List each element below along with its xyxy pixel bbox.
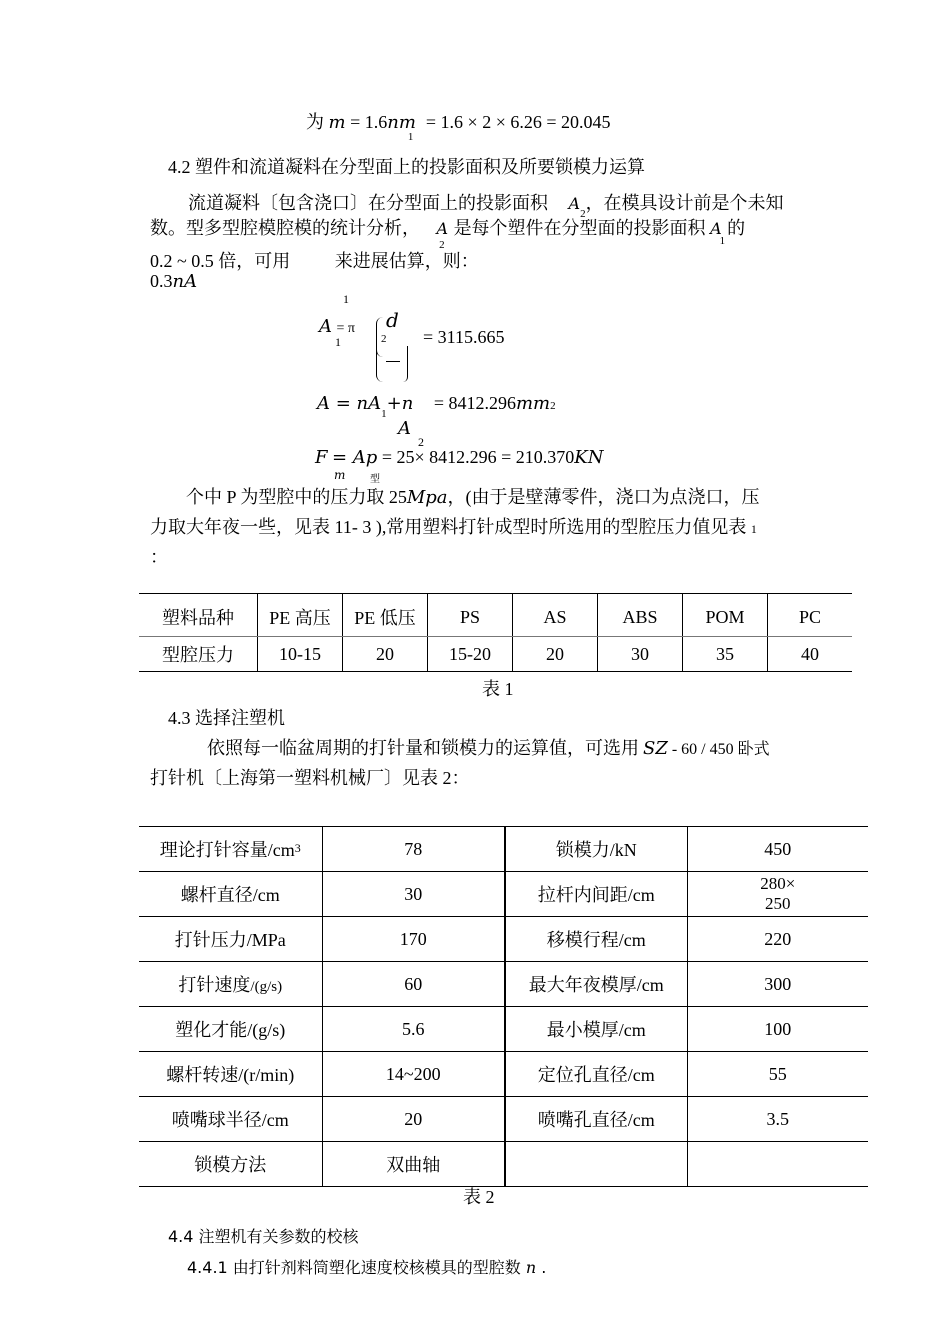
d-var: d — [386, 308, 399, 332]
unit: KN — [574, 447, 604, 468]
text: . — [536, 1258, 547, 1277]
paragraph-p-line1 — [186, 486, 760, 509]
table-cell: 220 — [687, 917, 868, 962]
table-cell: 塑料品种 — [139, 594, 258, 637]
table-cell: 最大年夜模厚/cm — [505, 962, 687, 1007]
table-cell: 打针压力/MPa — [139, 917, 322, 962]
text: 4.4.1 由打针剂料筒塑化速度校核模具的型腔数 — [187, 1258, 521, 1277]
table-row — [139, 637, 852, 672]
paren-right — [403, 346, 408, 382]
eq-coef: 1.6 — [364, 112, 388, 132]
eq-prefix: 为 — [306, 112, 324, 132]
table-row — [139, 594, 852, 637]
label: 打针速度 — [178, 975, 251, 995]
sub: 1 — [381, 408, 387, 420]
equation-m — [306, 111, 611, 143]
var-a2: A — [568, 194, 581, 213]
text: ，在模具设计前是个未知 — [585, 193, 784, 213]
table-cell — [687, 1142, 868, 1187]
table-cell: 锁模力/kN — [505, 827, 687, 872]
a1-result: = 3115.665 — [423, 327, 505, 347]
eq: = π — [336, 321, 355, 336]
table-cell: 3.5 — [687, 1097, 868, 1142]
table-cell: 螺杆直径/cm — [139, 872, 322, 917]
formula-a — [317, 392, 556, 420]
table-cell: 锁模方法 — [139, 1142, 322, 1187]
text: 0.2 ~ 0.5 倍，可用 — [150, 251, 291, 271]
table-cell: 20 — [322, 1097, 505, 1142]
paragraph-p-line2 — [150, 516, 757, 540]
table-row — [139, 1007, 868, 1052]
table-cell: 20 — [343, 637, 428, 672]
table-cell: PS — [428, 594, 513, 637]
text: - 60 / 450 卧式 — [667, 741, 770, 758]
table-cell: 78 — [322, 827, 505, 872]
table-row — [139, 962, 868, 1007]
sup: 3 — [294, 841, 301, 855]
table-cell: 双曲轴 — [322, 1142, 505, 1187]
text: 个中 P 为型腔中的压力取 25 — [186, 487, 407, 507]
text: 是每个塑件在分型面的投影面积 — [453, 218, 706, 238]
label: 理论打针容量/cm — [159, 840, 295, 860]
table-row — [139, 872, 868, 917]
sub: 2 — [439, 239, 445, 251]
table-cell: 40 — [768, 637, 853, 672]
table-cell: 30 — [598, 637, 683, 672]
table-row — [139, 917, 868, 962]
table-cell: PC — [768, 594, 853, 637]
fraction-bar — [386, 361, 400, 362]
table-cell: 55 — [687, 1052, 868, 1097]
section-4-3-heading: 4.3 选择注塑机 — [168, 708, 285, 728]
unit: /(g/s) — [250, 979, 283, 995]
sub: 2 — [418, 435, 424, 449]
eq-rhs: = 1.6 × 2 × 6.26 = 20.045 — [425, 112, 611, 132]
table-cell: PE 低压 — [343, 594, 428, 637]
eq-var: nm — [387, 112, 416, 133]
section-4-4-1-heading — [187, 1255, 546, 1278]
eq-sign: = — [350, 112, 361, 132]
section-4-3-line1 — [207, 737, 770, 761]
table-cell — [505, 1142, 687, 1187]
table-cell: 30 — [322, 872, 505, 917]
table-cell: 移模行程/cm — [505, 917, 687, 962]
sub-xing: 型 — [370, 474, 380, 485]
section-4-3-line2: 打针机〔上海第一塑料机械厂〕见表 2： — [150, 768, 470, 788]
table-cell: 型腔压力 — [139, 637, 258, 672]
table-cell: ABS — [598, 594, 683, 637]
table-injection-machine-specs — [139, 826, 868, 1187]
section-4-2-line2 — [150, 217, 746, 251]
var-a2: A — [398, 418, 411, 439]
var-na: nA — [172, 271, 198, 292]
table-cell: POM — [683, 594, 768, 637]
table-cell: 280× 250 — [687, 872, 868, 917]
table-cell: 定位孔直径/cm — [505, 1052, 687, 1097]
table-cavity-pressure — [139, 593, 852, 672]
sub: 2 — [580, 208, 586, 220]
text: 力取大年夜一些，见表 11- 3 ),常用塑料打针成型时所选用的型腔压力值见表 — [150, 517, 747, 537]
sub: 1 — [719, 235, 726, 247]
table-cell: AS — [513, 594, 598, 637]
table-row — [139, 1142, 868, 1187]
table-row — [139, 1052, 868, 1097]
table-cell: 14~200 — [322, 1052, 505, 1097]
text: ，(由于是壁薄零件，浇口为点浇口，压 — [447, 487, 760, 507]
table-cell: 300 — [687, 962, 868, 1007]
eq-sub: 1 — [407, 131, 414, 143]
formula-f — [315, 446, 604, 469]
section-4-2-heading: 4.2 塑件和流道凝料在分型面上的投影面积及所要锁模力运算 — [168, 157, 645, 177]
table-cell: 喷嘴球半径/cm — [139, 1097, 322, 1142]
table-cell: 35 — [683, 637, 768, 672]
section-4-2-line3 — [150, 250, 479, 272]
table-cell: 20 — [513, 637, 598, 672]
table-cell: 450 — [687, 827, 868, 872]
model: SZ — [643, 738, 668, 759]
table-row — [139, 1097, 868, 1142]
eq-lhs: m — [328, 112, 346, 133]
section-4-2-line4 — [150, 270, 197, 293]
table1-caption: 表 1 — [482, 679, 514, 699]
exp: 2 — [381, 333, 387, 345]
paren-left-bottom — [376, 346, 383, 382]
text: 来进展估算，则： — [334, 251, 479, 271]
text: 数。型多型腔模腔模的统计分析， — [150, 218, 420, 238]
table-row — [139, 827, 868, 872]
coef: 0.3 — [150, 271, 173, 291]
sub: 1 — [335, 335, 341, 349]
text: 的 — [727, 218, 746, 238]
table-cell: 60 — [322, 962, 505, 1007]
text: 流道凝料〔包含浇口〕在分型面上的投影面积 — [188, 193, 548, 213]
table-cell: PE 高压 — [258, 594, 343, 637]
table-cell — [139, 962, 322, 1007]
lhs: F — [315, 447, 328, 468]
table-cell: 喷嘴孔直径/cm — [505, 1097, 687, 1142]
table2-caption: 表 2 — [463, 1187, 495, 1207]
var-a1: A — [710, 219, 722, 238]
sub-na1: 1 — [343, 292, 349, 306]
section-4-2-line1 — [188, 192, 784, 220]
text: 依照每一临盆周期的打针量和锁模力的运算值，可选用 — [207, 738, 639, 758]
eq: = Ap — [332, 447, 378, 468]
lhs: A = nA — [317, 393, 382, 414]
table-cell: 15-20 — [428, 637, 513, 672]
sub-m: m — [334, 468, 346, 482]
table-cell: 100 — [687, 1007, 868, 1052]
table-cell: 10-15 — [258, 637, 343, 672]
result: = 8412.296 — [433, 393, 516, 413]
section-4-4-heading: 4.4 注塑机有关参数的校核 — [168, 1227, 359, 1246]
var-n: n — [525, 1258, 537, 1277]
unit-exp: 2 — [550, 400, 556, 412]
unit: Mpa — [406, 487, 448, 508]
paragraph-p-line3: ： — [150, 547, 168, 567]
table-cell: 拉杆内间距/cm — [505, 872, 687, 917]
table-cell: 螺杆转速/(r/min) — [139, 1052, 322, 1097]
table-ref: 1 — [750, 522, 757, 536]
table-cell: 最小模厚/cm — [505, 1007, 687, 1052]
table-cell: 塑化才能/(g/s) — [139, 1007, 322, 1052]
plus-n: +n — [386, 393, 414, 414]
lhs: A — [319, 316, 332, 337]
result: = 25× 8412.296 = 210.370 — [381, 447, 575, 467]
table-cell — [139, 827, 322, 872]
unit: mm — [515, 393, 551, 414]
table-cell: 170 — [322, 917, 505, 962]
table-cell: 5.6 — [322, 1007, 505, 1052]
var-a2: A — [436, 219, 449, 238]
